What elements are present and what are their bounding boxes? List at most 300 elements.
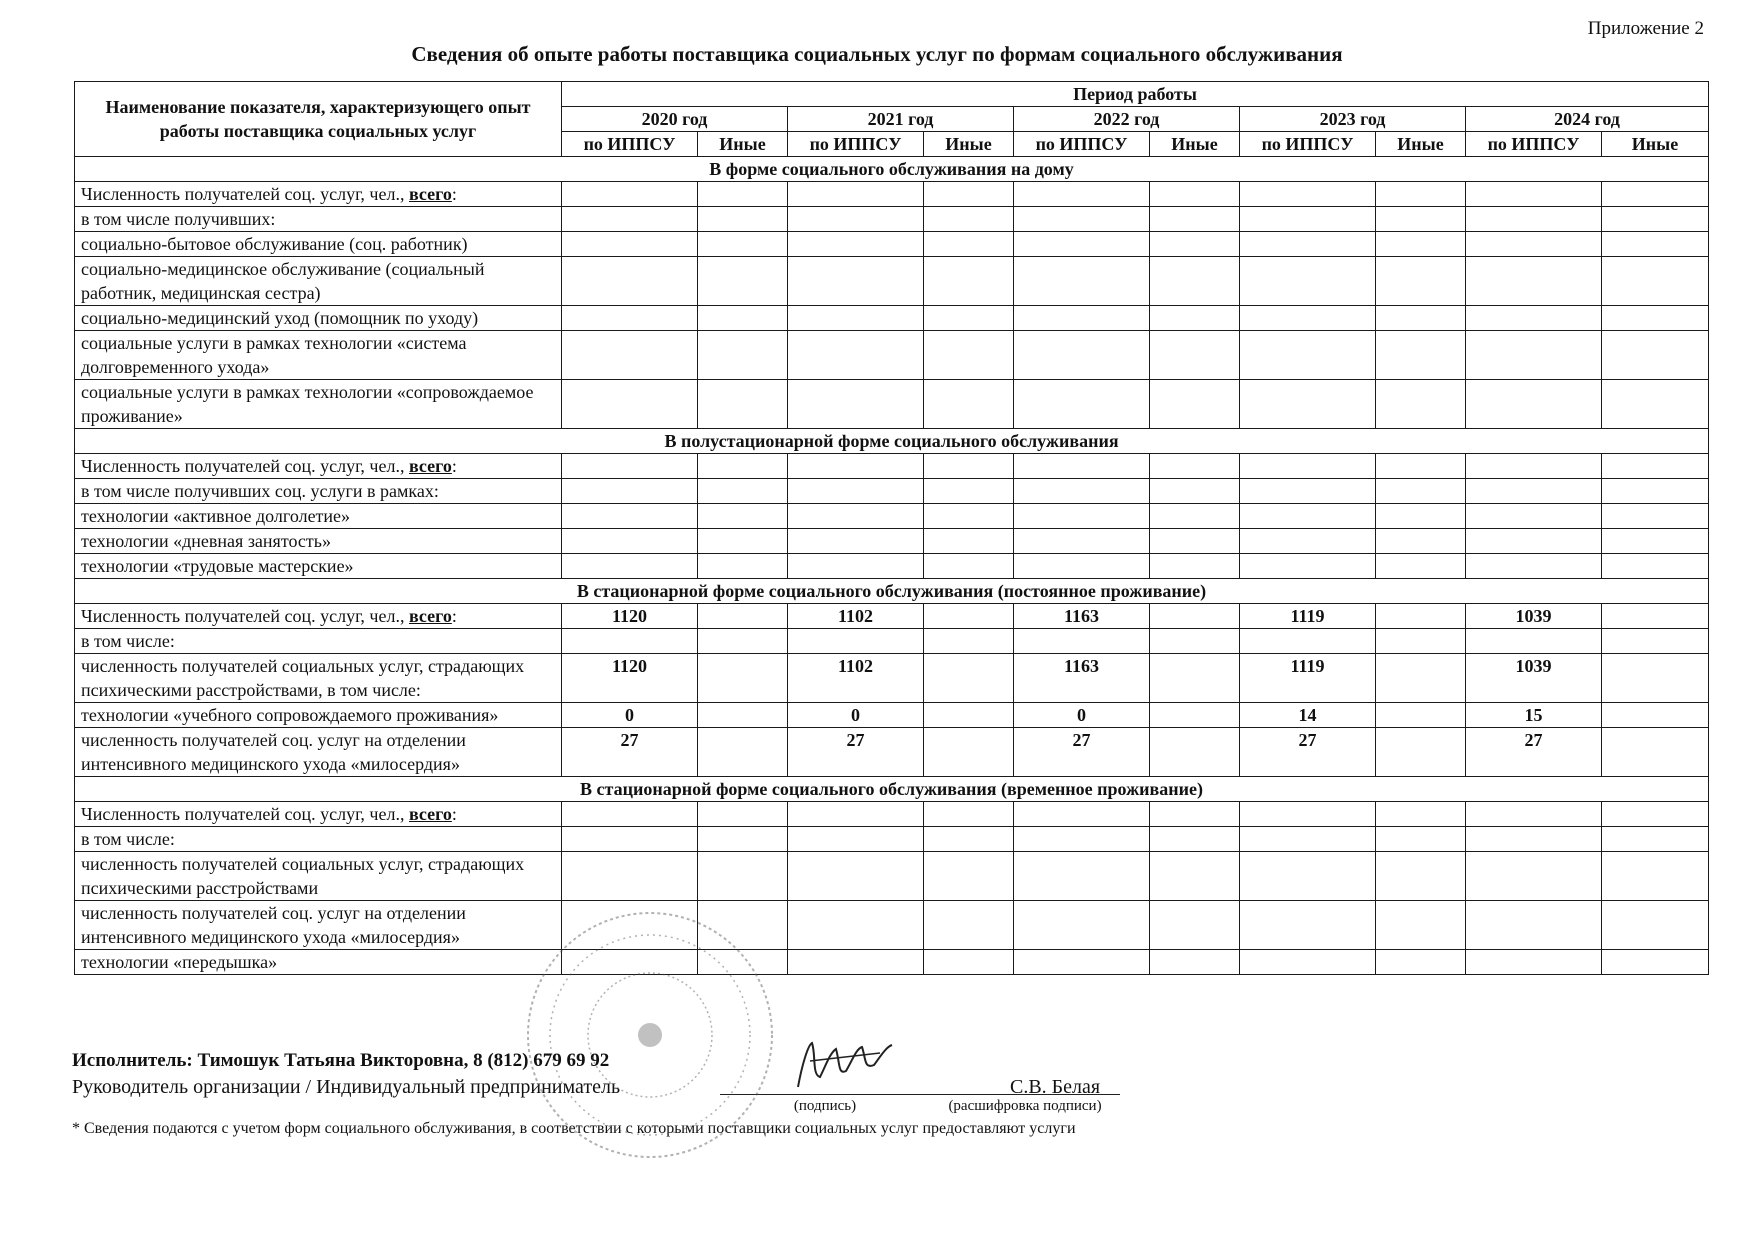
value-cell-other xyxy=(698,182,788,207)
table-row xyxy=(75,852,1709,901)
table-row xyxy=(75,182,1709,207)
value-cell-ippsu xyxy=(788,380,924,429)
value-cell-other xyxy=(924,827,1014,852)
row-label-text: численность получателей социальных услуг, страдающих психическими расстройствами, в том числе: xyxy=(81,656,525,700)
row-label xyxy=(75,901,562,950)
value-cell-ippsu xyxy=(1466,852,1602,901)
value-cell-ippsu: 27 xyxy=(1240,728,1376,777)
value-cell-other xyxy=(1150,554,1240,579)
value-cell-other xyxy=(698,827,788,852)
value-cell-ippsu xyxy=(562,827,698,852)
value-cell-other xyxy=(1602,852,1709,901)
value-cell-other xyxy=(924,901,1014,950)
value-cell-ippsu: 27 xyxy=(1014,728,1150,777)
value-cell-ippsu xyxy=(1240,827,1376,852)
value-cell-other xyxy=(1602,331,1709,380)
row-label xyxy=(75,479,562,504)
table-row xyxy=(75,454,1709,479)
table-row xyxy=(75,728,1709,777)
value-cell-ippsu xyxy=(1014,257,1150,306)
value-cell-ippsu: 0 xyxy=(562,703,698,728)
value-cell-other xyxy=(1150,479,1240,504)
sub-header-other: Иные xyxy=(1602,132,1709,157)
value-cell-other xyxy=(924,950,1014,975)
sub-header-other: Иные xyxy=(698,132,788,157)
year-header: 2024 год xyxy=(1466,107,1709,132)
value-cell-other xyxy=(1376,654,1466,703)
row-label-text: социальные услуги в рамках технологии «сопровождаемое проживание» xyxy=(81,382,534,426)
value-cell-other xyxy=(1602,950,1709,975)
value-cell-ippsu xyxy=(788,454,924,479)
value-cell-ippsu xyxy=(788,306,924,331)
value-cell-ippsu xyxy=(788,827,924,852)
value-cell-other xyxy=(1150,950,1240,975)
row-label-text: социально-бытовое обслуживание (соц. работник) xyxy=(81,234,468,254)
value-cell-ippsu xyxy=(788,629,924,654)
value-cell-ippsu xyxy=(1466,306,1602,331)
value-cell-other xyxy=(1376,604,1466,629)
value-cell-ippsu xyxy=(1240,554,1376,579)
table-row xyxy=(75,331,1709,380)
value-cell-ippsu xyxy=(1014,950,1150,975)
value-cell-ippsu xyxy=(562,504,698,529)
value-cell-other xyxy=(924,257,1014,306)
row-label xyxy=(75,852,562,901)
table-row xyxy=(75,629,1709,654)
table-row xyxy=(75,479,1709,504)
table-row xyxy=(75,504,1709,529)
value-cell-other xyxy=(1602,827,1709,852)
table-row xyxy=(75,604,1709,629)
sub-header-ippsu: по ИППСУ xyxy=(562,132,698,157)
sub-header-ippsu: по ИППСУ xyxy=(1014,132,1150,157)
row-label-text: социально-медицинское обслуживание (социальный работник, медицинская сестра) xyxy=(81,259,485,303)
value-cell-ippsu xyxy=(1014,380,1150,429)
value-cell-other xyxy=(1150,901,1240,950)
sub-header-ippsu: по ИППСУ xyxy=(788,132,924,157)
value-cell-other xyxy=(1150,604,1240,629)
value-cell-ippsu xyxy=(562,802,698,827)
table-row xyxy=(75,802,1709,827)
value-cell-other xyxy=(1602,380,1709,429)
row-label-text: численность получателей социальных услуг, страдающих психическими расстройствами xyxy=(81,854,525,898)
value-cell-other xyxy=(1376,728,1466,777)
value-cell-ippsu xyxy=(1466,529,1602,554)
value-cell-other xyxy=(698,604,788,629)
value-cell-ippsu xyxy=(1466,479,1602,504)
value-cell-ippsu xyxy=(1014,504,1150,529)
value-cell-ippsu xyxy=(1014,802,1150,827)
value-cell-other xyxy=(698,852,788,901)
value-cell-other xyxy=(1602,529,1709,554)
value-cell-other xyxy=(1150,529,1240,554)
table-row xyxy=(75,529,1709,554)
value-cell-other xyxy=(1150,454,1240,479)
row-label-text: социальные услуги в рамках технологии «система долговременного ухода» xyxy=(81,333,467,377)
value-cell-ippsu xyxy=(562,554,698,579)
value-cell-other xyxy=(924,703,1014,728)
document-title: Сведения об опыте работы поставщика социальных услуг по формам социального обслуживания xyxy=(411,42,1343,66)
row-label xyxy=(75,232,562,257)
value-cell-other xyxy=(1376,703,1466,728)
value-cell-ippsu xyxy=(1466,950,1602,975)
seal-stamp-icon xyxy=(520,905,780,1165)
value-cell-ippsu xyxy=(1240,232,1376,257)
value-cell-other xyxy=(924,504,1014,529)
value-cell-other xyxy=(698,306,788,331)
value-cell-ippsu xyxy=(1466,554,1602,579)
value-cell-ippsu xyxy=(1240,950,1376,975)
value-cell-ippsu xyxy=(1014,207,1150,232)
value-cell-ippsu xyxy=(1240,901,1376,950)
indicator-header: Наименование показателя, характеризующего опыт работы поставщика социальных услуг xyxy=(75,82,562,157)
value-cell-ippsu xyxy=(788,331,924,380)
value-cell-other xyxy=(1376,802,1466,827)
value-cell-other xyxy=(1150,331,1240,380)
value-cell-other xyxy=(1150,703,1240,728)
value-cell-other xyxy=(1376,479,1466,504)
value-cell-other xyxy=(1376,454,1466,479)
executor-line: Исполнитель: Тимошук Татьяна Викторовна, 8 (812) 679 69 92 xyxy=(72,1050,610,1071)
value-cell-ippsu xyxy=(562,479,698,504)
value-cell-ippsu xyxy=(1014,306,1150,331)
value-cell-other xyxy=(924,802,1014,827)
value-cell-other xyxy=(698,232,788,257)
value-cell-ippsu xyxy=(1466,629,1602,654)
row-label xyxy=(75,504,562,529)
value-cell-other xyxy=(698,207,788,232)
value-cell-ippsu xyxy=(1466,827,1602,852)
row-label-emphasis: всего xyxy=(408,804,452,824)
value-cell-other xyxy=(1150,728,1240,777)
value-cell-ippsu xyxy=(562,232,698,257)
value-cell-ippsu xyxy=(562,207,698,232)
value-cell-ippsu xyxy=(1240,479,1376,504)
section-title: В стационарной форме социального обслуживания (постоянное проживание) xyxy=(75,579,1709,604)
value-cell-other xyxy=(1602,703,1709,728)
value-cell-other xyxy=(1376,852,1466,901)
value-cell-ippsu xyxy=(1014,182,1150,207)
value-cell-ippsu xyxy=(1240,454,1376,479)
value-cell-ippsu xyxy=(1466,802,1602,827)
value-cell-other xyxy=(924,182,1014,207)
value-cell-ippsu xyxy=(1240,207,1376,232)
value-cell-ippsu: 1119 xyxy=(1240,604,1376,629)
value-cell-ippsu xyxy=(1466,454,1602,479)
row-label-text: технологии «учебного сопровождаемого проживания» xyxy=(81,705,499,725)
value-cell-other xyxy=(698,504,788,529)
value-cell-ippsu: 0 xyxy=(788,703,924,728)
handwritten-signature-icon xyxy=(790,1035,900,1095)
value-cell-ippsu xyxy=(788,504,924,529)
value-cell-other xyxy=(1150,802,1240,827)
value-cell-other xyxy=(1602,454,1709,479)
table-row xyxy=(75,901,1709,950)
value-cell-other xyxy=(698,554,788,579)
row-label-tail: : xyxy=(451,804,457,824)
value-cell-ippsu xyxy=(1240,852,1376,901)
value-cell-ippsu xyxy=(788,479,924,504)
value-cell-other xyxy=(1602,306,1709,331)
value-cell-other xyxy=(698,802,788,827)
value-cell-other xyxy=(1602,479,1709,504)
value-cell-other xyxy=(1602,901,1709,950)
period-header: Период работы xyxy=(562,82,1709,107)
value-cell-ippsu xyxy=(788,852,924,901)
signature-caption: (подпись) xyxy=(793,1098,857,1114)
sub-header-ippsu: по ИППСУ xyxy=(1466,132,1602,157)
row-label xyxy=(75,306,562,331)
row-label-emphasis: всего xyxy=(408,606,452,626)
value-cell-other xyxy=(1150,232,1240,257)
value-cell-other xyxy=(698,331,788,380)
value-cell-other xyxy=(1602,728,1709,777)
row-label xyxy=(75,950,562,975)
signatory-name: С.В. Белая xyxy=(1010,1076,1101,1098)
value-cell-other xyxy=(1150,654,1240,703)
value-cell-ippsu: 27 xyxy=(562,728,698,777)
value-cell-ippsu xyxy=(1014,479,1150,504)
value-cell-ippsu xyxy=(562,257,698,306)
value-cell-other xyxy=(1602,654,1709,703)
value-cell-ippsu xyxy=(1014,901,1150,950)
value-cell-ippsu xyxy=(1014,629,1150,654)
value-cell-ippsu: 1039 xyxy=(1466,604,1602,629)
value-cell-ippsu xyxy=(562,454,698,479)
row-label xyxy=(75,703,562,728)
value-cell-ippsu xyxy=(1014,331,1150,380)
value-cell-other xyxy=(1376,207,1466,232)
row-label xyxy=(75,554,562,579)
row-label xyxy=(75,529,562,554)
value-cell-other xyxy=(698,257,788,306)
row-label xyxy=(75,182,562,207)
table-row xyxy=(75,654,1709,703)
value-cell-other xyxy=(1602,182,1709,207)
value-cell-ippsu xyxy=(1466,232,1602,257)
value-cell-ippsu: 1163 xyxy=(1014,604,1150,629)
value-cell-ippsu: 1120 xyxy=(562,654,698,703)
value-cell-other xyxy=(924,728,1014,777)
row-label xyxy=(75,654,562,703)
value-cell-ippsu xyxy=(1466,331,1602,380)
year-header: 2022 год xyxy=(1014,107,1240,132)
row-label xyxy=(75,454,562,479)
value-cell-other xyxy=(1602,504,1709,529)
row-label xyxy=(75,257,562,306)
value-cell-other xyxy=(1602,207,1709,232)
value-cell-other xyxy=(1150,852,1240,901)
value-cell-other xyxy=(924,529,1014,554)
value-cell-other xyxy=(924,629,1014,654)
value-cell-ippsu: 1119 xyxy=(1240,654,1376,703)
value-cell-other xyxy=(924,380,1014,429)
row-label-text: в том числе получивших: xyxy=(81,209,276,229)
value-cell-ippsu xyxy=(1240,529,1376,554)
section-title: В стационарной форме социального обслуживания (временное проживание) xyxy=(75,777,1709,802)
value-cell-other xyxy=(1376,827,1466,852)
value-cell-other xyxy=(924,207,1014,232)
value-cell-other xyxy=(1150,207,1240,232)
value-cell-other xyxy=(1150,380,1240,429)
value-cell-other xyxy=(924,306,1014,331)
value-cell-other xyxy=(1376,306,1466,331)
value-cell-other xyxy=(924,479,1014,504)
sub-header-ippsu: по ИППСУ xyxy=(1240,132,1376,157)
value-cell-ippsu xyxy=(1466,504,1602,529)
value-cell-other xyxy=(1376,901,1466,950)
row-label xyxy=(75,380,562,429)
row-label-text: социально-медицинский уход (помощник по уходу) xyxy=(81,308,479,328)
value-cell-ippsu xyxy=(562,331,698,380)
head-line: Руководитель организации / Индивидуальный предприниматель xyxy=(72,1076,621,1098)
value-cell-ippsu xyxy=(562,306,698,331)
value-cell-other xyxy=(1150,182,1240,207)
section-title: В форме социального обслуживания на дому xyxy=(75,157,1709,182)
row-label-text: технологии «передышка» xyxy=(81,952,278,972)
value-cell-ippsu xyxy=(1014,232,1150,257)
table-row xyxy=(75,306,1709,331)
value-cell-ippsu xyxy=(562,529,698,554)
value-cell-other xyxy=(1602,257,1709,306)
value-cell-ippsu xyxy=(1240,257,1376,306)
value-cell-other xyxy=(924,554,1014,579)
year-header: 2023 год xyxy=(1240,107,1466,132)
value-cell-other xyxy=(1150,629,1240,654)
row-label xyxy=(75,802,562,827)
value-cell-ippsu xyxy=(1014,554,1150,579)
value-cell-other xyxy=(698,380,788,429)
value-cell-other xyxy=(698,529,788,554)
row-label-text: Численность получателей соц. услуг, чел., xyxy=(81,606,409,626)
value-cell-other xyxy=(1602,232,1709,257)
name-caption: (расшифровка подписи) xyxy=(948,1098,1102,1114)
value-cell-other xyxy=(1376,257,1466,306)
value-cell-ippsu xyxy=(562,629,698,654)
value-cell-ippsu xyxy=(1014,852,1150,901)
table-row xyxy=(75,380,1709,429)
experience-table xyxy=(74,81,1709,975)
value-cell-other xyxy=(1602,604,1709,629)
row-label-text: технологии «активное долголетие» xyxy=(81,506,351,526)
table-row xyxy=(75,703,1709,728)
row-label-text: Численность получателей соц. услуг, чел., xyxy=(81,456,409,476)
value-cell-ippsu: 14 xyxy=(1240,703,1376,728)
row-label-tail: : xyxy=(451,456,457,476)
value-cell-ippsu xyxy=(1240,306,1376,331)
footnote: * Сведения подаются с учетом форм социального обслуживания, в соответствии с которыми поставщики социальных услуг предоставляют услуги xyxy=(72,1120,1076,1137)
value-cell-ippsu xyxy=(1240,629,1376,654)
value-cell-ippsu xyxy=(788,232,924,257)
value-cell-ippsu xyxy=(1240,380,1376,429)
value-cell-other xyxy=(1150,827,1240,852)
value-cell-ippsu: 1102 xyxy=(788,654,924,703)
year-header: 2021 год xyxy=(788,107,1014,132)
row-label-text: в том числе: xyxy=(81,631,175,651)
value-cell-ippsu xyxy=(1466,380,1602,429)
value-cell-other xyxy=(1376,232,1466,257)
row-label-text: численность получателей соц. услуг на отделении интенсивного медицинского ухода «милосердия» xyxy=(81,730,466,774)
value-cell-ippsu xyxy=(1240,331,1376,380)
value-cell-other xyxy=(1376,380,1466,429)
value-cell-other xyxy=(924,604,1014,629)
value-cell-ippsu: 1120 xyxy=(562,604,698,629)
value-cell-other xyxy=(1150,306,1240,331)
table-row xyxy=(75,827,1709,852)
table-row xyxy=(75,950,1709,975)
value-cell-ippsu xyxy=(788,554,924,579)
value-cell-other xyxy=(698,654,788,703)
value-cell-other xyxy=(924,331,1014,380)
row-label-text: в том числе: xyxy=(81,829,175,849)
table-row xyxy=(75,257,1709,306)
row-label-text: в том числе получивших соц. услуги в рамках: xyxy=(81,481,439,501)
value-cell-ippsu: 1102 xyxy=(788,604,924,629)
row-label xyxy=(75,331,562,380)
value-cell-other xyxy=(1376,331,1466,380)
value-cell-ippsu: 1039 xyxy=(1466,654,1602,703)
value-cell-ippsu xyxy=(562,182,698,207)
table-row xyxy=(75,207,1709,232)
table-row xyxy=(75,554,1709,579)
value-cell-ippsu: 27 xyxy=(1466,728,1602,777)
value-cell-other xyxy=(698,479,788,504)
value-cell-ippsu xyxy=(1466,182,1602,207)
value-cell-other xyxy=(1150,257,1240,306)
value-cell-other xyxy=(1376,504,1466,529)
value-cell-ippsu xyxy=(1466,257,1602,306)
value-cell-other xyxy=(1602,554,1709,579)
value-cell-ippsu xyxy=(1014,454,1150,479)
row-label-emphasis: всего xyxy=(408,456,452,476)
row-label-text: технологии «трудовые мастерские» xyxy=(81,556,354,576)
row-label-tail: : xyxy=(451,606,457,626)
sub-header-other: Иные xyxy=(924,132,1014,157)
value-cell-other xyxy=(1376,950,1466,975)
value-cell-ippsu xyxy=(788,257,924,306)
value-cell-other xyxy=(698,629,788,654)
value-cell-other xyxy=(1602,802,1709,827)
value-cell-ippsu xyxy=(1240,182,1376,207)
row-label-tail: : xyxy=(451,184,457,204)
row-label xyxy=(75,629,562,654)
value-cell-ippsu xyxy=(788,950,924,975)
value-cell-ippsu: 0 xyxy=(1014,703,1150,728)
value-cell-ippsu xyxy=(788,207,924,232)
value-cell-ippsu xyxy=(562,380,698,429)
value-cell-other xyxy=(698,728,788,777)
sub-header-other: Иные xyxy=(1376,132,1466,157)
row-label-emphasis: всего xyxy=(408,184,452,204)
row-label xyxy=(75,207,562,232)
value-cell-other xyxy=(924,654,1014,703)
value-cell-ippsu: 1163 xyxy=(1014,654,1150,703)
value-cell-ippsu xyxy=(788,182,924,207)
row-label-text: Численность получателей соц. услуг, чел., xyxy=(81,184,409,204)
value-cell-ippsu: 27 xyxy=(788,728,924,777)
value-cell-other xyxy=(924,232,1014,257)
row-label xyxy=(75,827,562,852)
value-cell-ippsu xyxy=(788,901,924,950)
value-cell-ippsu xyxy=(1014,529,1150,554)
table-row xyxy=(75,232,1709,257)
row-label-text: численность получателей соц. услуг на отделении интенсивного медицинского ухода «милосердия» xyxy=(81,903,466,947)
appendix-label: Приложение 2 xyxy=(1587,18,1704,39)
value-cell-other xyxy=(1376,629,1466,654)
row-label-text: технологии «дневная занятость» xyxy=(81,531,331,551)
value-cell-other xyxy=(924,454,1014,479)
value-cell-ippsu xyxy=(1240,802,1376,827)
